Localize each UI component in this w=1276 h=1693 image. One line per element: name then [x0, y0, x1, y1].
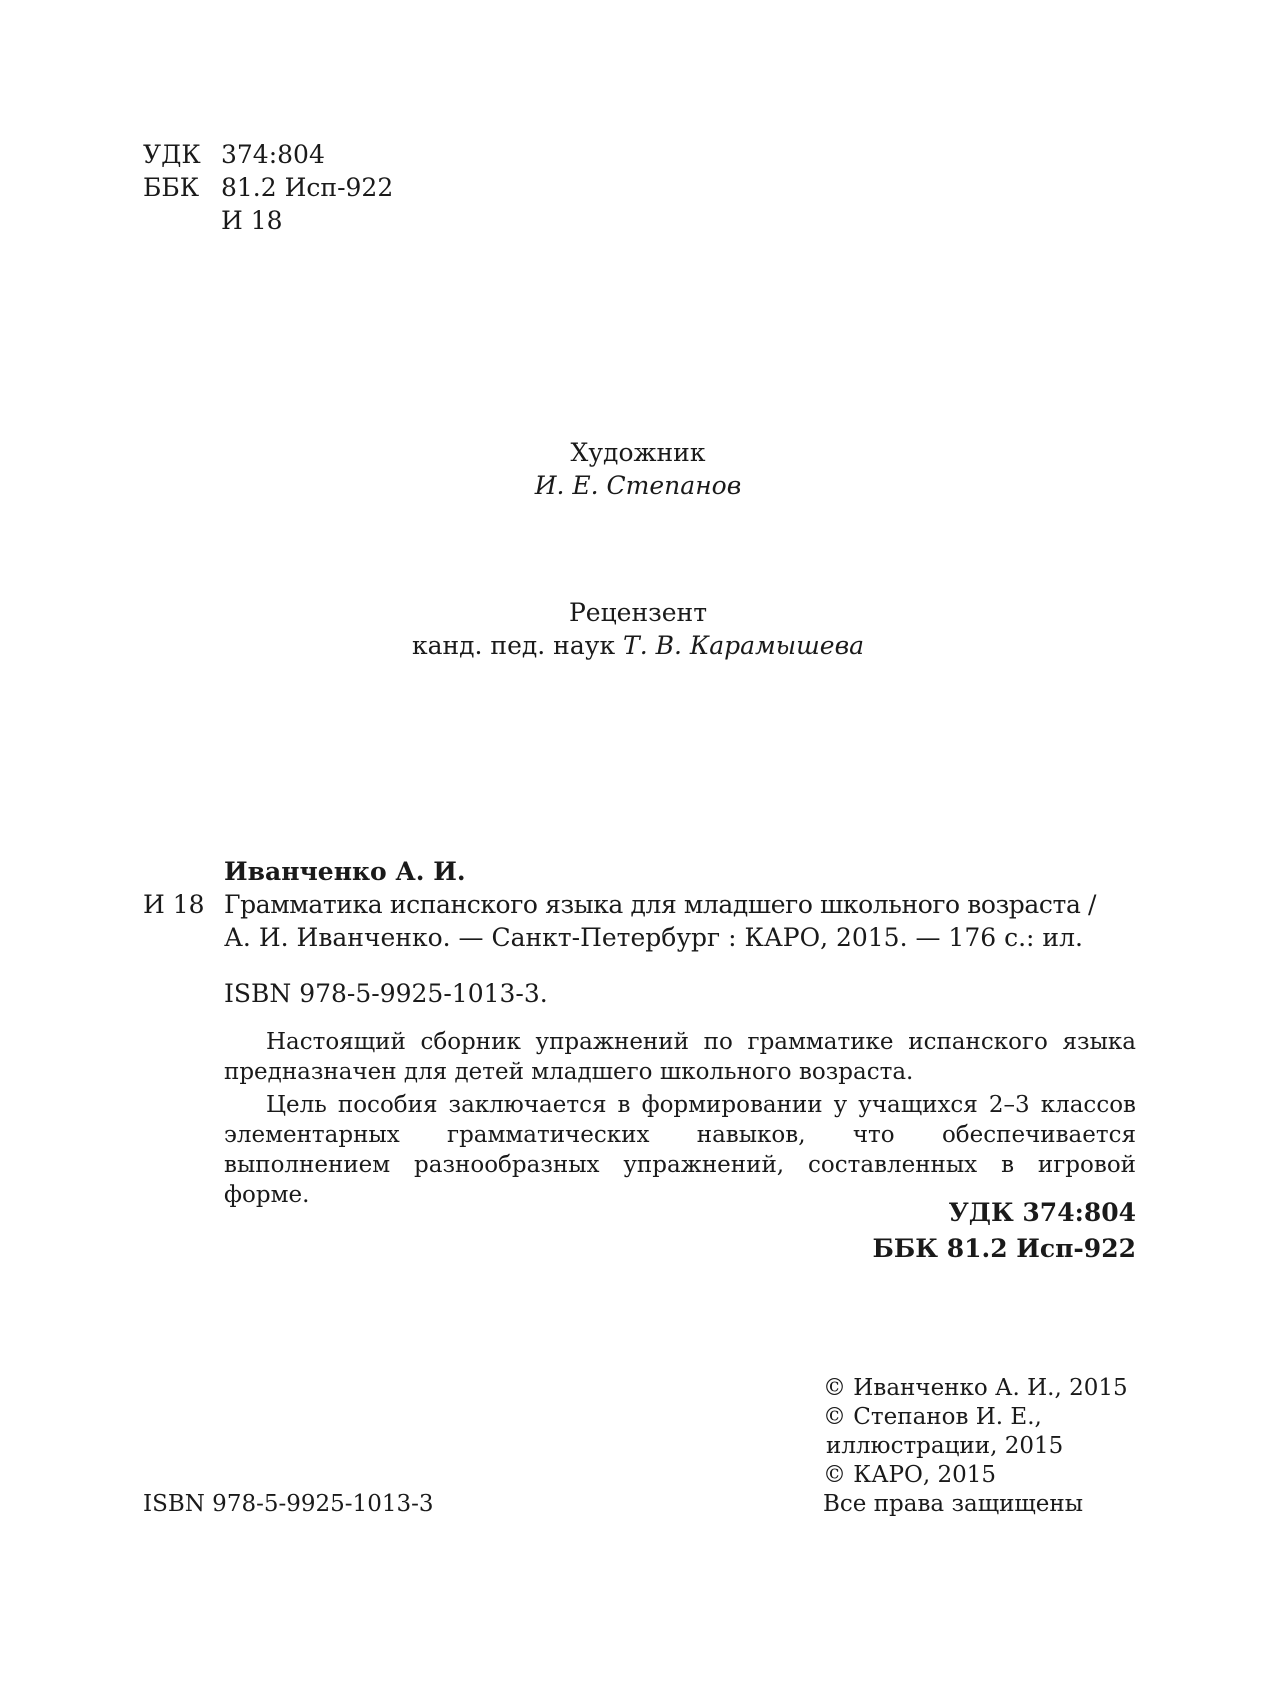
udk-value: 374:804 — [221, 140, 325, 169]
copyright-publisher: © КАРО, 2015 — [823, 1462, 997, 1488]
bbk-label: ББК — [143, 173, 200, 202]
rights-reserved: Все права защищены — [823, 1491, 1084, 1517]
reviewer-label: Рецензент — [568, 598, 708, 627]
author-mark: И 18 — [221, 206, 283, 235]
reviewer-line — [0, 629, 1276, 662]
artist-label: Художник — [570, 438, 706, 467]
card-bbk: ББК 81.2 Исп-922 — [872, 1234, 1136, 1263]
card-author-mark: И 18 — [143, 890, 205, 919]
copyright-illustrations: иллюстрации, 2015 — [826, 1433, 1064, 1459]
reviewer-degree: канд. пед. наук — [411, 631, 616, 660]
copyright-author: © Иванченко А. И., 2015 — [823, 1375, 1128, 1401]
card-title-line-2: А. И. Иванченко. — Санкт-Петербург : КАРО, 2015. — 176 с.: ил. — [224, 923, 1083, 952]
copyright-illustrator: © Степанов И. Е., — [823, 1404, 1042, 1430]
bbk-value: 81.2 Исп-922 — [221, 173, 394, 202]
card-udk: УДК 374:804 — [948, 1198, 1136, 1227]
udk-label: УДК — [143, 140, 201, 169]
footer-isbn: ISBN 978-5-9925-1013-3 — [143, 1491, 434, 1517]
card-isbn: ISBN 978-5-9925-1013-3. — [224, 979, 548, 1008]
artist-name: И. Е. Степанов — [534, 471, 742, 500]
annotation-paragraph-1: Настоящий сборник упражнений по грамматике испанского языка предназначен для детей младшего школьного возраста. — [224, 1029, 1136, 1085]
reviewer-name: Т. В. Карамышева — [623, 631, 865, 660]
card-author-heading: Иванченко А. И. — [224, 857, 466, 886]
card-title-line-1: Грамматика испанского языка для младшего школьного возраста / — [224, 890, 1097, 919]
annotation-paragraph-2: Цель пособия заключается в формировании у учащихся 2–3 классов элементарных грамматических навыков, что обеспечивается выполнением разнообразных упражнений, составленных в игровой форме. — [224, 1092, 1136, 1208]
